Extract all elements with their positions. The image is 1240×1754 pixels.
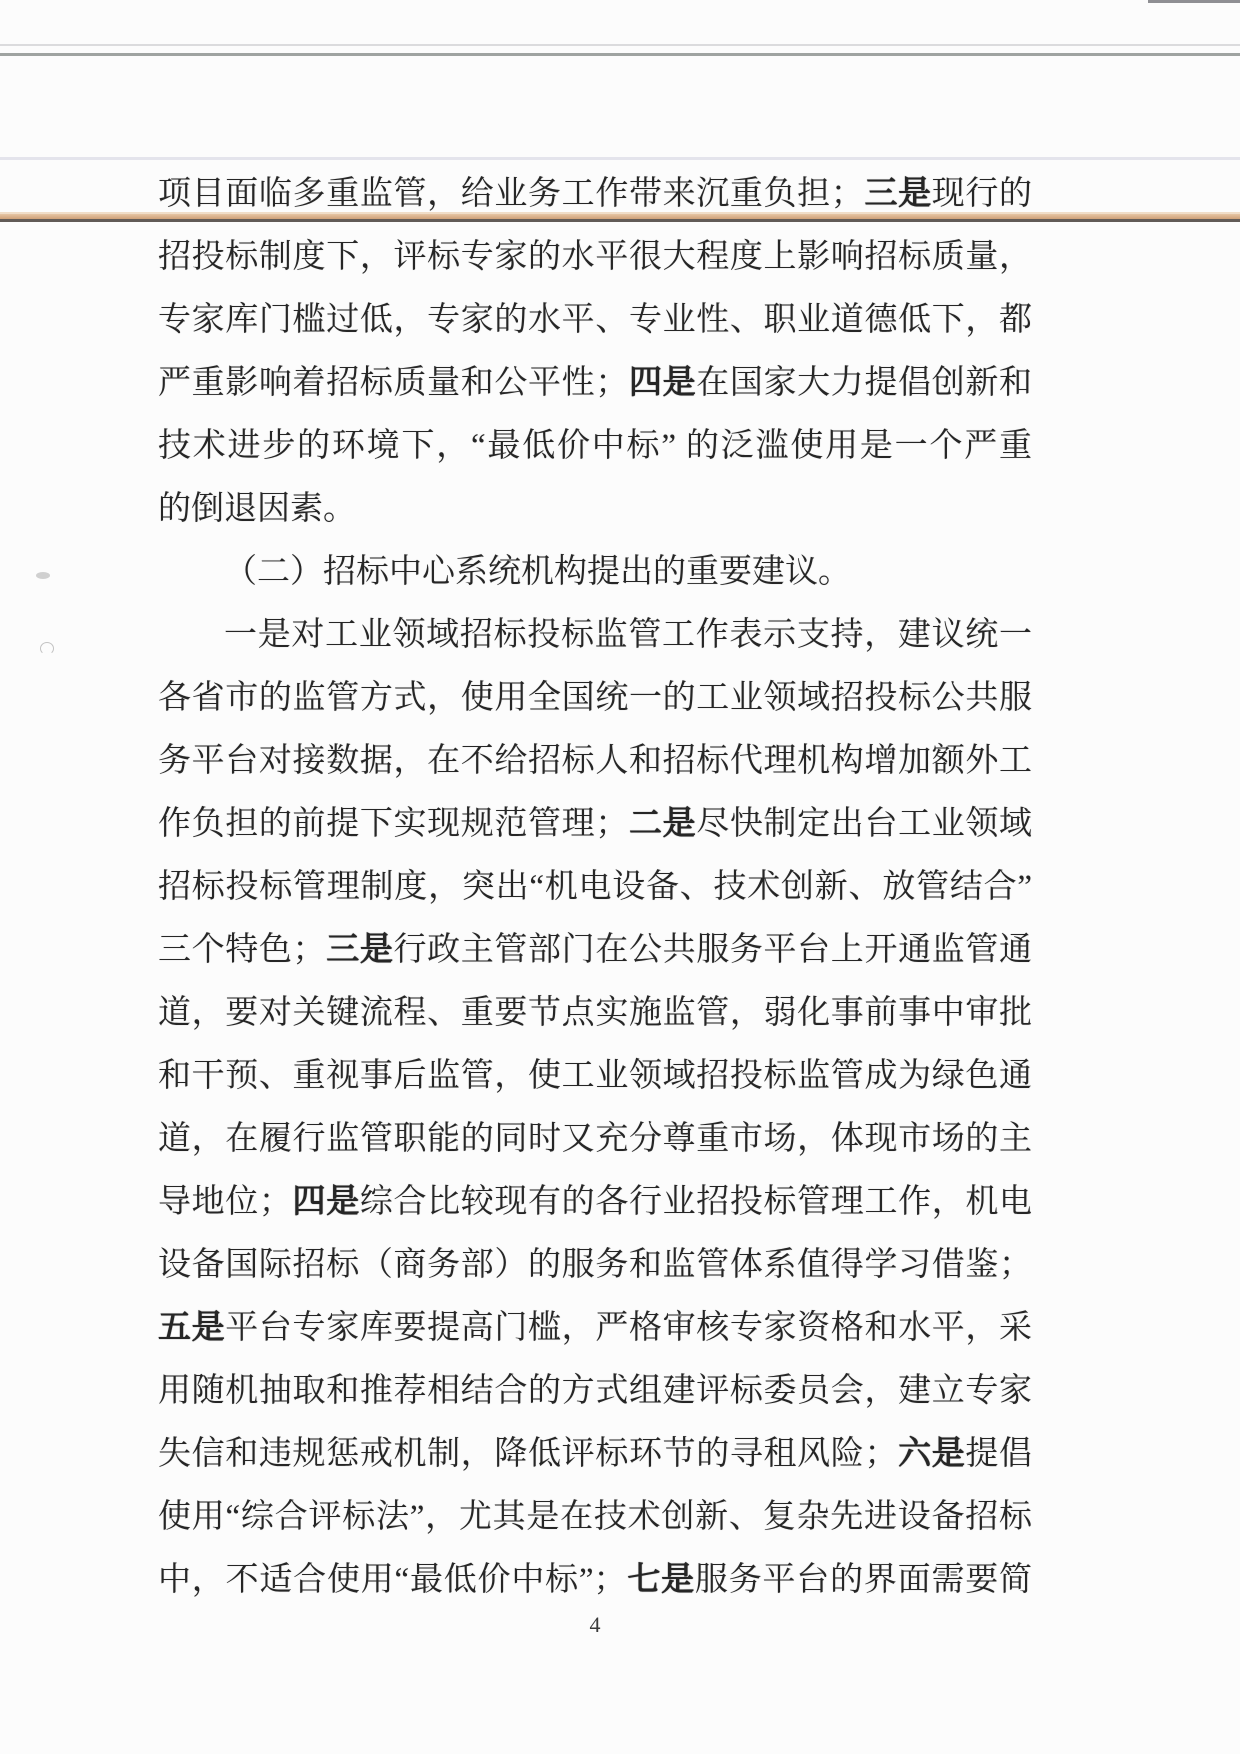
scan-artifact-top-right-line [1148, 0, 1240, 3]
body-text: 失信和违规惩戒机制，降低评标环节的寻租风险； [158, 1436, 898, 1472]
body-text: 作负担的前提下实现规范管理； [158, 806, 629, 842]
text-line [158, 415, 1032, 478]
emphasized-text: 四是 [628, 365, 697, 401]
emphasized-text: 六是 [897, 1436, 966, 1472]
emphasized-text: 三是 [325, 932, 394, 968]
body-text: 专家库门槛过低，专家的水平、专业性、职业道德低下，都 [158, 302, 1032, 338]
emphasized-text: 四是 [291, 1184, 360, 1220]
body-text: 严重影响着招标质量和公平性； [158, 365, 629, 401]
body-text: （二）招标中心系统机构提出的重要建议。 [224, 554, 851, 590]
body-text: 提倡 [965, 1436, 1033, 1472]
body-text: 服务平台的界面需要简 [694, 1562, 1033, 1598]
emphasized-text: 七是 [626, 1562, 695, 1598]
text-block [158, 163, 1032, 1612]
body-text: 的倒退因素。 [158, 491, 356, 527]
page-number: 4 [589, 1612, 601, 1637]
body-text: 招标投标管理制度，突出“机电设备、技术创新、放管结合” [158, 869, 1032, 905]
body-text: 现行的 [931, 176, 1033, 212]
body-text: 各省市的监管方式，使用全国统一的工业领域招投标公共服 [158, 680, 1032, 716]
body-text: 三个特色； [158, 932, 326, 968]
text-line [158, 352, 1032, 415]
text-line [158, 1423, 1032, 1486]
body-text: 平台专家库要提高门槛，严格审核专家资格和水平，采 [225, 1310, 1033, 1346]
text-line [158, 226, 1032, 289]
text-line [158, 604, 1032, 667]
body-text: 综合比较现有的各行业招投标管理工作，机电 [359, 1184, 1033, 1220]
text-line [158, 1045, 1032, 1108]
text-line [158, 1108, 1032, 1171]
body-text: 务平台对接数据，在不给招标人和招标代理机构增加额外工 [158, 743, 1032, 779]
text-line [158, 478, 1032, 541]
scan-speck [36, 572, 50, 579]
body-text: 道，在履行监管职能的同时又充分尊重市场，体现市场的主 [158, 1121, 1032, 1157]
emphasized-text: 三是 [863, 176, 932, 212]
body-text: 招投标制度下，评标专家的水平很大程度上影响招标质量， [158, 239, 1032, 275]
body-text: 和干预、重视事后监管，使工业领域招投标监管成为绿色通 [158, 1058, 1032, 1094]
text-line [158, 667, 1032, 730]
body-text: 用随机抽取和推荐相结合的方式组建评标委员会，建立专家 [158, 1373, 1032, 1409]
text-line [158, 793, 1032, 856]
body-text: 尽快制定出台工业领域 [696, 806, 1033, 842]
text-line [158, 1549, 1032, 1612]
text-line [158, 1360, 1032, 1423]
scan-artifact-gray-line [0, 53, 1240, 56]
text-line [158, 1486, 1032, 1549]
text-line [158, 541, 1032, 604]
body-text: 导地位； [158, 1184, 292, 1220]
body-text: 设备国际招标（商务部）的服务和监管体系值得学习借鉴； [158, 1247, 1032, 1283]
scan-artifact-light-line [0, 44, 1240, 46]
emphasized-text: 五是 [158, 1310, 226, 1346]
text-line [158, 856, 1032, 919]
text-line [158, 1234, 1032, 1297]
text-line [158, 730, 1032, 793]
scan-artifact-lavender-line [0, 157, 1240, 160]
scan-speck [40, 642, 54, 655]
text-line [158, 982, 1032, 1045]
body-text: 中，不适合使用“最低价中标”； [158, 1562, 627, 1598]
text-line [158, 163, 1032, 226]
body-text: 项目面临多重监管，给业务工作带来沉重负担； [158, 176, 864, 212]
text-line [158, 289, 1032, 352]
text-line [158, 919, 1032, 982]
body-text: 在国家大力提倡创新和 [696, 365, 1033, 401]
body-text: 使用“综合评标法”，尤其是在技术创新、复杂先进设备招标 [158, 1499, 1032, 1535]
body-text: 一是对工业领域招标投标监管工作表示支持，建议统一 [224, 617, 1032, 653]
text-line [158, 1171, 1032, 1234]
emphasized-text: 二是 [628, 806, 697, 842]
body-text: 技术进步的环境下，“最低价中标” 的泛滥使用是一个严重 [158, 428, 1032, 464]
body-text: 道，要对关键流程、重要节点实施监管，弱化事前事中审批 [158, 995, 1032, 1031]
body-text: 行政主管部门在公共服务平台上开通监管通 [393, 932, 1033, 968]
text-line [158, 1297, 1032, 1360]
